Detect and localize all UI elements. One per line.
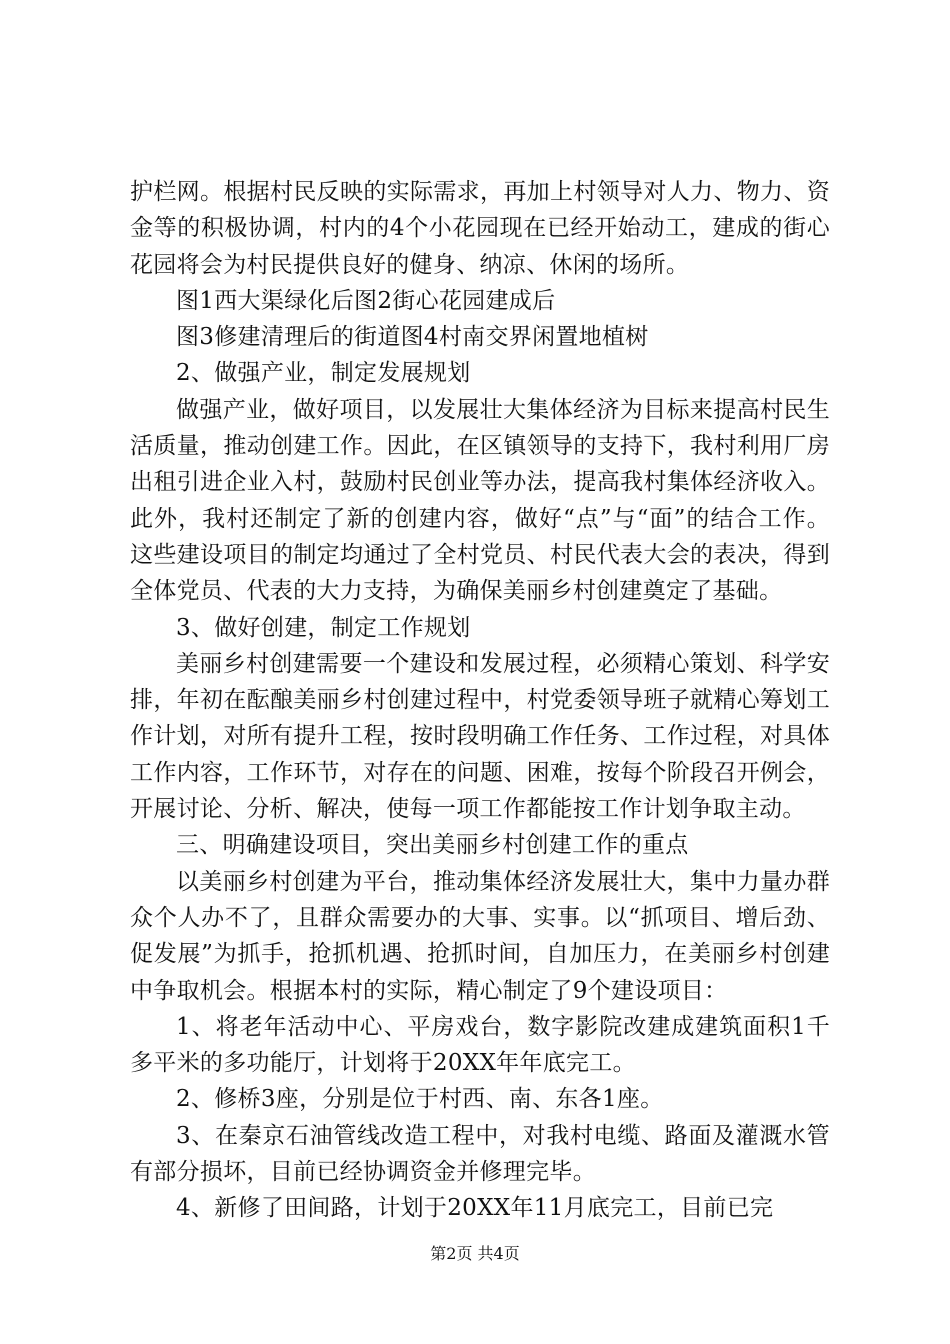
document-body	[130, 174, 830, 1227]
section-heading-projects: 三、明确建设项目，突出美丽乡村创建工作的重点	[176, 832, 689, 859]
figure-caption-1-2: 图1西大渠绿化后图2街心花园建成后	[176, 287, 556, 314]
paragraph-industry: 做强产业，做好项目，以发展壮大集体经济为目标来提高村民生活质量，推动创建工作。因此，在区镇领导的支持下，我村利用厂房出租引进企业入村，鼓励村民创业等办法，提高我村集体经济收入。此外，我村还制定了新的创建内容，做好“点”与“面”的结合工作。这些建设项目的制定均通过了全村党员、村民代表大会的表决，得到全体党员、代表的大力支持，为确保美丽乡村创建奠定了基础。	[130, 396, 830, 605]
section-heading-industry: 2、做强产业，制定发展规划	[176, 360, 471, 387]
list-item-project-2: 2、修桥3座，分别是位于村西、南、东各1座。	[176, 1086, 664, 1113]
list-item-project-4: 4、新修了田间路，计划于20XX年11月底完工，目前已完	[176, 1195, 774, 1222]
paragraph-planning: 美丽乡村创建需要一个建设和发展过程，必须精心策划、科学安排，年初在酝酿美丽乡村创建过程中，村党委领导班子就精心筹划工作计划，对所有提升工程，按时段明确工作任务、工作过程，对具体工作内容，工作环节，对存在的问题、困难，按每个阶段召开例会，开展讨论、分析、解决，使每一项工作都能按工作计划争取主动。	[130, 650, 830, 823]
section-heading-planning: 3、做好创建，制定工作规划	[176, 614, 471, 641]
figure-caption-3-4: 图3修建清理后的街道图4村南交界闲置地植树	[176, 324, 649, 351]
paragraph-flower-garden: 护栏网。根据村民反映的实际需求，再加上村领导对人力、物力、资金等的积极协调，村内的4个小花园现在已经开始动工，建成的街心花园将会为村民提供良好的健身、纳凉、休闲的场所。	[130, 179, 830, 278]
paragraph-projects-intro: 以美丽乡村创建为平台，推动集体经济发展壮大，集中力量办群众个人办不了，且群众需要办的大事、实事。以“抓项目、增后劲、促发展”为抓手，抢抓机遇、抢抓时间，自加压力，在美丽乡村创建中争取机会。根据本村的实际，精心制定了9个建设项目：	[130, 868, 830, 1004]
page-footer: 第2页 共4页	[430, 1244, 520, 1263]
list-item-project-3: 3、在秦京石油管线改造工程中，对我村电缆、路面及灌溉水管有部分损坏，目前已经协调资金并修理完毕。	[130, 1122, 830, 1186]
list-item-project-1: 1、将老年活动中心、平房戏台，数字影院改建成建筑面积1千多平米的多功能厅，计划将于20XX年年底完工。	[130, 1013, 830, 1077]
